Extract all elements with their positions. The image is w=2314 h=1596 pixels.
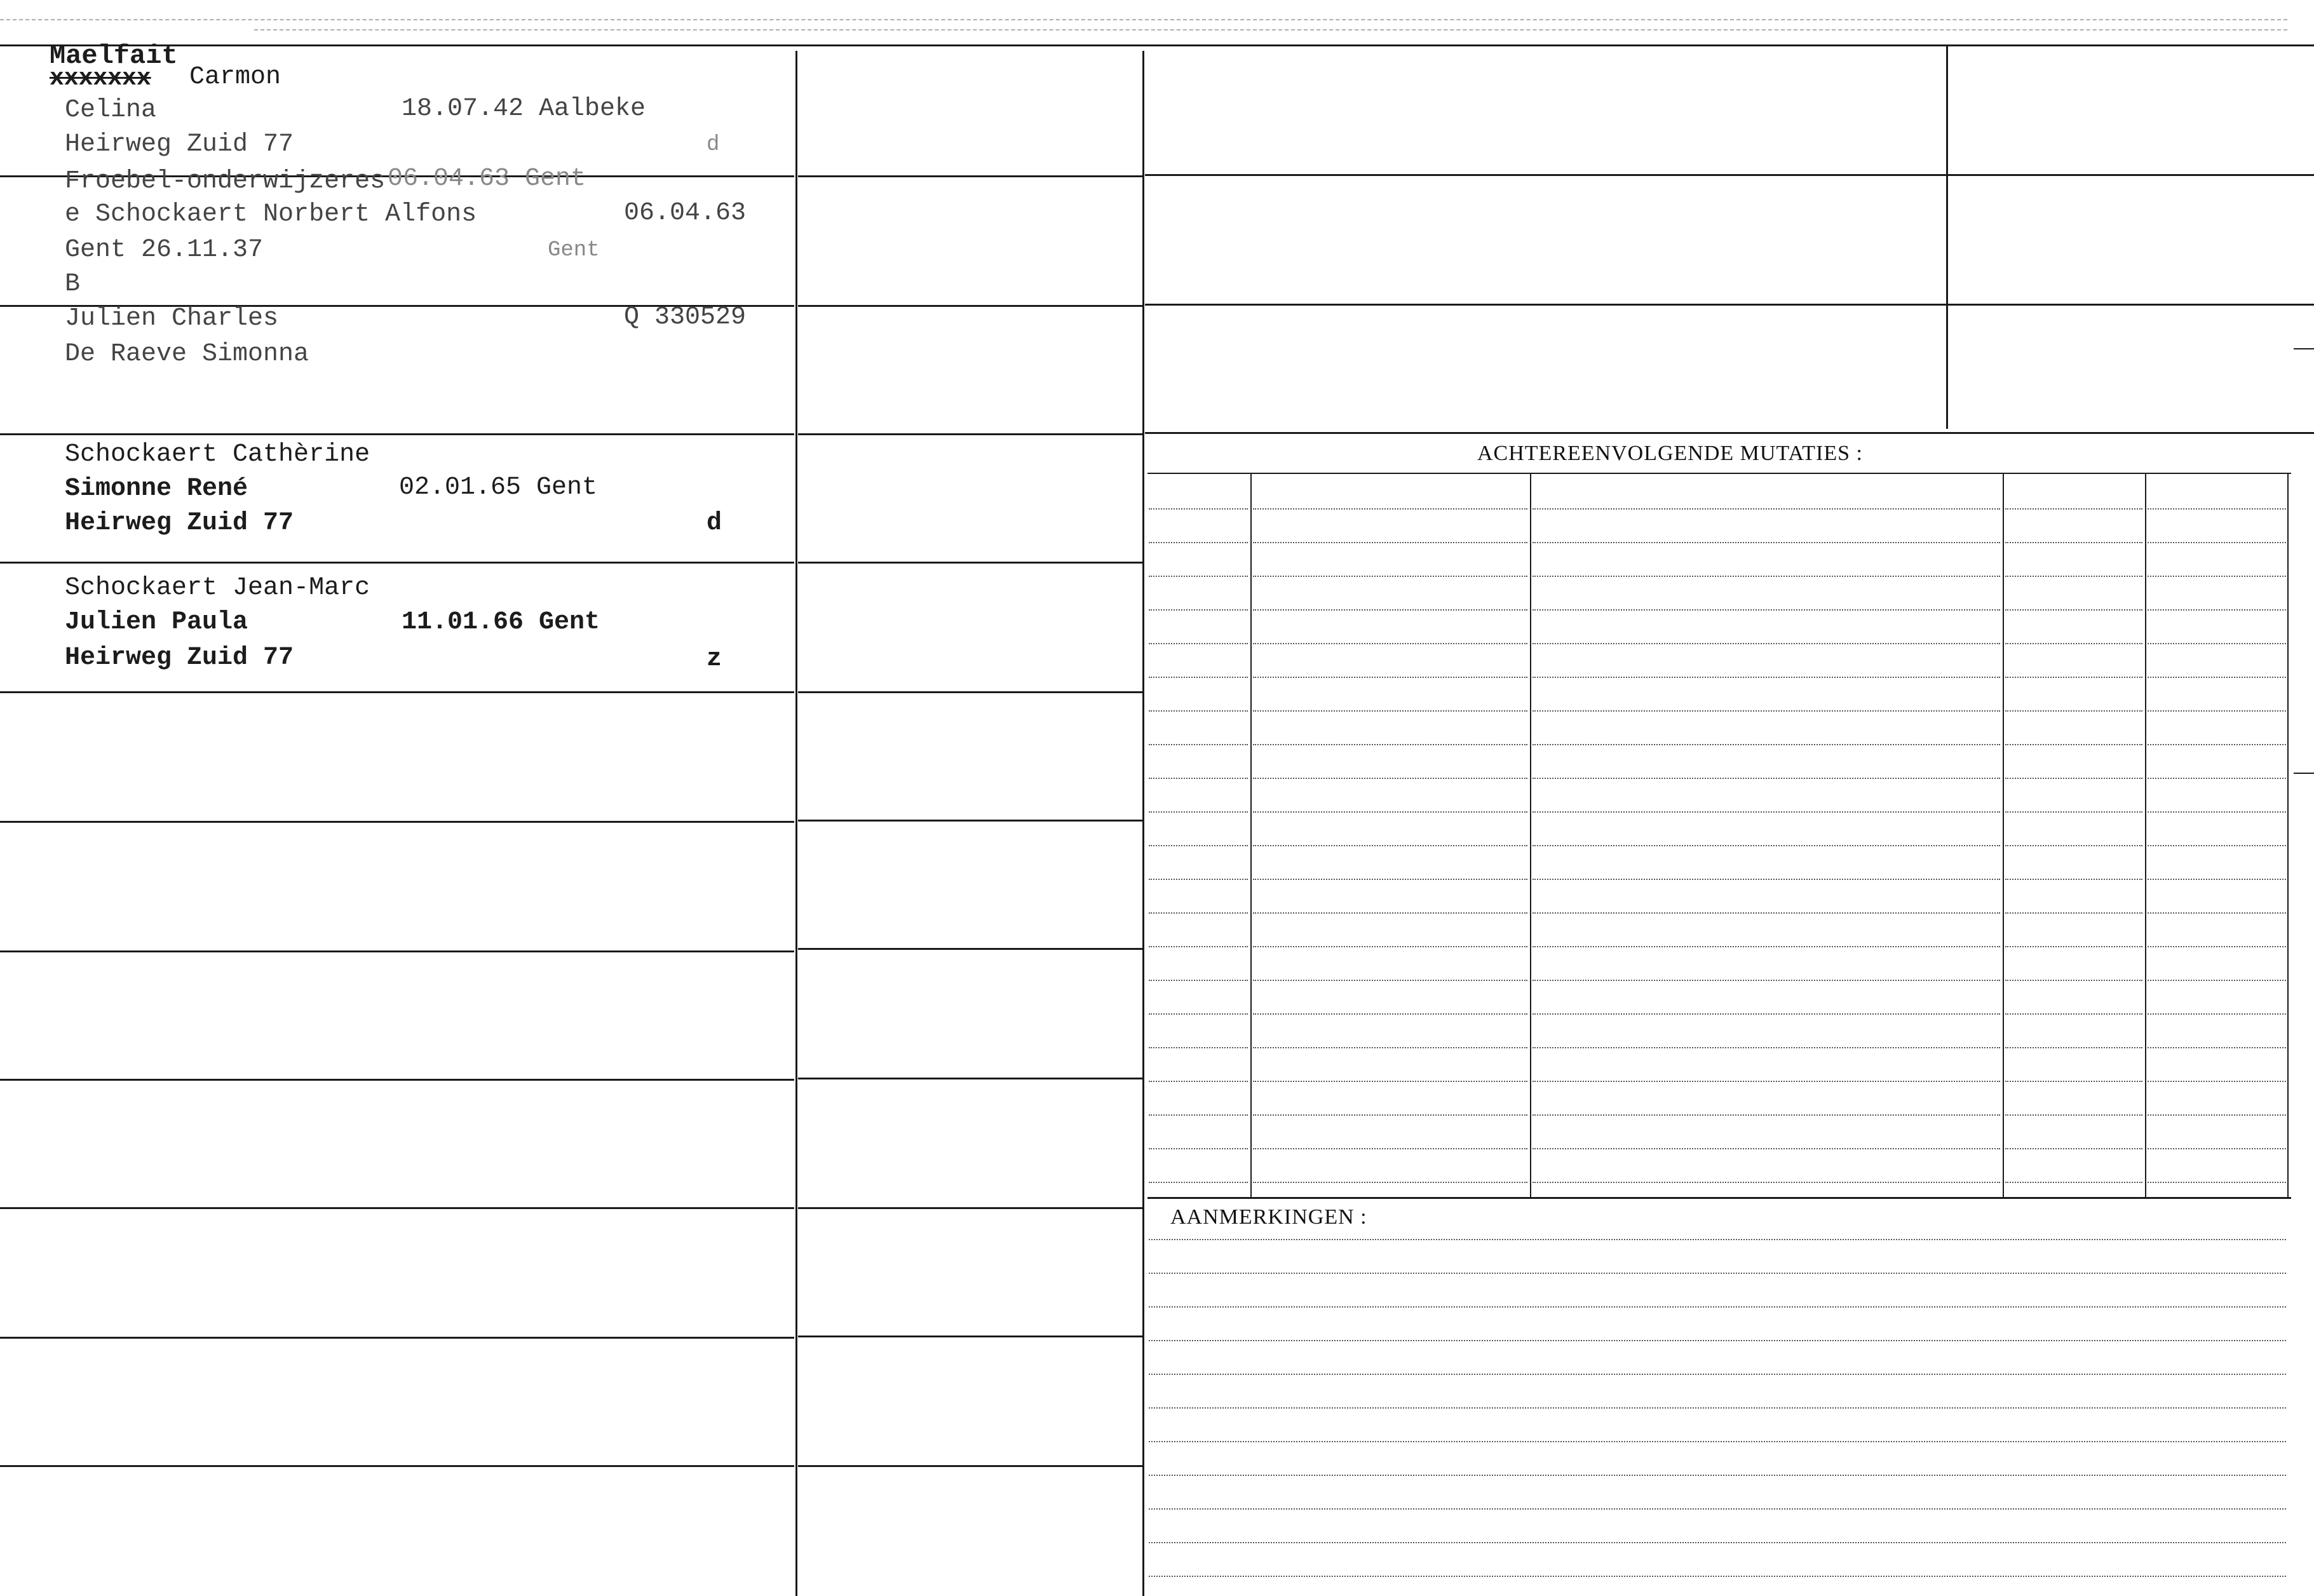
mutation-rule (1253, 980, 1527, 981)
row-rule-8 (0, 1079, 794, 1081)
mutation-rule (1533, 1081, 2000, 1082)
mutation-rule (1533, 542, 2000, 543)
mutation-rule (2148, 677, 2286, 678)
right-rule-2 (1145, 304, 2314, 306)
entry-3-line-1: Schockaert Cathèrine (65, 440, 370, 469)
mutation-rule (1253, 1013, 1527, 1015)
mutation-rule (1253, 1182, 1527, 1183)
mutation-rule (1253, 1114, 1527, 1116)
mid-rule-8 (798, 1078, 1142, 1079)
entry-1-place: Gent (548, 238, 600, 262)
right-rule-3 (1145, 432, 2314, 434)
row-rule-11 (0, 1465, 794, 1467)
mutations-col-2 (1530, 474, 1531, 1197)
mutation-rule (1533, 946, 2000, 947)
mutation-rule (1533, 508, 2000, 510)
mutation-rule (1149, 710, 1248, 712)
mutation-rule (1253, 710, 1527, 712)
mid-rule-11 (798, 1465, 1142, 1467)
entry-1-line-4: e Schockaert Norbert Alfons (65, 200, 477, 229)
mutation-rule (1149, 744, 1248, 745)
mutation-rule (2005, 1047, 2142, 1048)
entry-1-line-2: Heirweg Zuid 77 (65, 130, 294, 159)
mid-rule-2 (798, 305, 1142, 307)
mutation-rule (1149, 1013, 1248, 1015)
mutation-rule (1149, 576, 1248, 577)
right-rule-1 (1145, 174, 2314, 176)
top-border (0, 44, 2314, 46)
mutation-rule (2005, 609, 2142, 611)
mutation-rule (1149, 1114, 1248, 1116)
mutation-rule (2005, 811, 2142, 813)
remark-rule (1149, 1273, 2286, 1274)
mutations-col-4 (2145, 474, 2146, 1197)
mutation-rule (1149, 542, 1248, 543)
mid-rule-7 (798, 948, 1142, 950)
mutation-rule (1253, 744, 1527, 745)
mutation-rule (2148, 845, 2286, 846)
mutation-rule (2005, 1148, 2142, 1149)
mutation-rule (1149, 1182, 1248, 1183)
row-rule-10 (0, 1337, 794, 1339)
mutation-rule (1149, 609, 1248, 611)
scan-noise-top-2 (254, 29, 2287, 30)
mid-rule-9 (798, 1207, 1142, 1209)
mutation-rule (2005, 508, 2142, 510)
remark-rule (1149, 1239, 2286, 1240)
entry-2-line-1: Julien Charles (65, 304, 279, 333)
mutation-rule (1533, 811, 2000, 813)
row-rule-4 (0, 562, 794, 564)
left-column-divider (795, 51, 797, 1596)
entry-1-date: 06.04.63 (624, 199, 747, 227)
mutation-rule (2005, 1013, 2142, 1015)
mutation-rule (2005, 1182, 2142, 1183)
mutation-rule (1149, 677, 1248, 678)
entry-4-line-3: Heirweg Zuid 77 (65, 644, 294, 672)
remark-rule (1149, 1475, 2286, 1476)
mutation-rule (1533, 1182, 2000, 1183)
mutation-rule (1149, 879, 1248, 880)
mutation-rule (1149, 980, 1248, 981)
mutation-rule (2148, 946, 2286, 947)
mutation-rule (1253, 609, 1527, 611)
mutation-rule (1533, 879, 2000, 880)
mutation-rule (1253, 1148, 1527, 1149)
mid-rule-3 (798, 433, 1142, 435)
mutation-rule (1253, 879, 1527, 880)
mutation-rule (1149, 811, 1248, 813)
mutation-rule (2005, 1081, 2142, 1082)
mutation-rule (2148, 1047, 2286, 1048)
mutation-rule (1253, 542, 1527, 543)
entry-3-line-2: Simonne René (65, 475, 248, 503)
mid-rule-6 (798, 820, 1142, 822)
mutations-title: ACHTEREENVOLGENDE MUTATIES : (1477, 442, 1863, 465)
mutation-rule (1149, 1047, 1248, 1048)
mutation-rule (2005, 778, 2142, 779)
remark-rule (1149, 1576, 2286, 1577)
mutation-rule (2148, 576, 2286, 577)
mutation-rule (2148, 1148, 2286, 1149)
mutation-rule (1253, 508, 1527, 510)
mutation-rule (1149, 508, 1248, 510)
mutation-rule (2148, 508, 2286, 510)
mutation-rule (2148, 980, 2286, 981)
row-rule-7 (0, 950, 794, 952)
mutation-rule (1253, 576, 1527, 577)
mutation-rule (2148, 609, 2286, 611)
row-rule-6 (0, 821, 794, 823)
remark-rule (1149, 1340, 2286, 1341)
mutation-rule (1533, 744, 2000, 745)
entry-2-line-2: De Raeve Simonna (65, 340, 309, 369)
entry-2-code: Q 330529 (624, 303, 747, 332)
mutation-rule (2005, 576, 2142, 577)
entry-4-mark: z (707, 645, 722, 673)
mutation-rule (1149, 845, 1248, 846)
remark-rule (1149, 1306, 2286, 1308)
edge-mark-1 (2294, 348, 2314, 349)
mutation-rule (2005, 710, 2142, 712)
entry-3-line-3: Heirweg Zuid 77 (65, 509, 294, 538)
mutation-rule (1533, 980, 2000, 981)
remark-rule (1149, 1508, 2286, 1510)
mutation-rule (1149, 643, 1248, 644)
mutations-col-3 (2003, 474, 2004, 1197)
mutation-rule (1533, 576, 2000, 577)
mutation-rule (2005, 845, 2142, 846)
mutations-col-5 (2287, 474, 2289, 1197)
row-rule-5 (0, 691, 794, 693)
mutation-rule (1533, 609, 2000, 611)
remark-rule (1149, 1441, 2286, 1442)
mutation-rule (1533, 710, 2000, 712)
mutation-rule (2005, 643, 2142, 644)
remark-rule (1149, 1374, 2286, 1375)
entry-3-mark: d (707, 509, 722, 538)
mutation-rule (2005, 1114, 2142, 1116)
entry-1-line-3: Froebel-onderwijzeres (65, 167, 386, 196)
mutation-rule (2005, 677, 2142, 678)
mutation-rule (2148, 1081, 2286, 1082)
mutation-rule (1253, 1047, 1527, 1048)
entry-4-birth: 11.01.66 Gent (402, 608, 600, 637)
mutation-rule (1253, 845, 1527, 846)
mutations-top-rule (1147, 473, 2291, 474)
mutation-rule (1533, 1114, 2000, 1116)
mutation-rule (2148, 811, 2286, 813)
mutations-col-1 (1250, 474, 1252, 1197)
mutation-rule (2148, 912, 2286, 914)
mutation-rule (1253, 778, 1527, 779)
mutation-rule (1149, 912, 1248, 914)
mutation-rule (1533, 1013, 2000, 1015)
mutation-rule (2148, 1114, 2286, 1116)
mutation-rule (2148, 778, 2286, 779)
remark-rule (1149, 1542, 2286, 1543)
mutation-rule (2148, 744, 2286, 745)
mutation-rule (2005, 879, 2142, 880)
mutation-rule (2005, 744, 2142, 745)
entry-4-line-2: Julien Paula (65, 608, 248, 637)
mid-rule-5 (798, 691, 1142, 693)
mutation-rule (1253, 912, 1527, 914)
mutation-rule (1253, 811, 1527, 813)
first-name: Carmon (189, 63, 281, 91)
scan-noise-top (0, 19, 2287, 20)
mutation-rule (1533, 643, 2000, 644)
mutation-rule (2148, 542, 2286, 543)
mutation-rule (1533, 677, 2000, 678)
mutations-bottom-rule (1147, 1197, 2291, 1199)
mutation-rule (1533, 1047, 2000, 1048)
row-rule-9 (0, 1207, 794, 1209)
mid-rule-4 (798, 562, 1142, 564)
mutation-rule (1533, 912, 2000, 914)
entry-1-line-6: B (65, 270, 81, 299)
edge-mark-2 (2294, 773, 2314, 774)
row-rule-3 (0, 433, 794, 435)
right-top-divider (1946, 44, 1948, 429)
mid-rule-10 (798, 1336, 1142, 1337)
mutation-rule (2005, 542, 2142, 543)
entry-3-birth: 02.01.65 Gent (399, 473, 598, 502)
remarks-title: AANMERKINGEN : (1170, 1205, 1367, 1229)
mutation-rule (1149, 778, 1248, 779)
mutation-rule (1533, 845, 2000, 846)
mutation-rule (1149, 1148, 1248, 1149)
entry-4-line-1: Schockaert Jean-Marc (65, 574, 370, 602)
mutation-rule (1533, 778, 2000, 779)
mutation-rule (2148, 879, 2286, 880)
entry-1-line-5: Gent 26.11.37 (65, 236, 264, 264)
family-name: Maelfait (50, 41, 178, 71)
mutation-rule (2148, 643, 2286, 644)
mutation-rule (1533, 1148, 2000, 1149)
struck-name: xxxxxxx (50, 65, 151, 92)
mutation-rule (2005, 946, 2142, 947)
mutation-rule (1253, 643, 1527, 644)
entry-1-birth: 18.07.42 Aalbeke (402, 95, 646, 123)
mutation-rule (1149, 946, 1248, 947)
mutation-rule (2005, 980, 2142, 981)
mid-rule-1 (798, 175, 1142, 177)
mutation-rule (1253, 1081, 1527, 1082)
middle-column-divider (1142, 51, 1144, 1596)
entry-1-mark: d (707, 133, 720, 157)
mutation-rule (2148, 1182, 2286, 1183)
mutation-rule (2005, 912, 2142, 914)
mutation-rule (1253, 946, 1527, 947)
mutation-rule (1253, 677, 1527, 678)
entry-1-line-1: Celina (65, 96, 157, 125)
remark-rule (1149, 1407, 2286, 1409)
entry-1-faint: 06.04.63 Gent (388, 165, 586, 193)
mutation-rule (2148, 710, 2286, 712)
mutation-rule (1149, 1081, 1248, 1082)
mutation-rule (2148, 1013, 2286, 1015)
